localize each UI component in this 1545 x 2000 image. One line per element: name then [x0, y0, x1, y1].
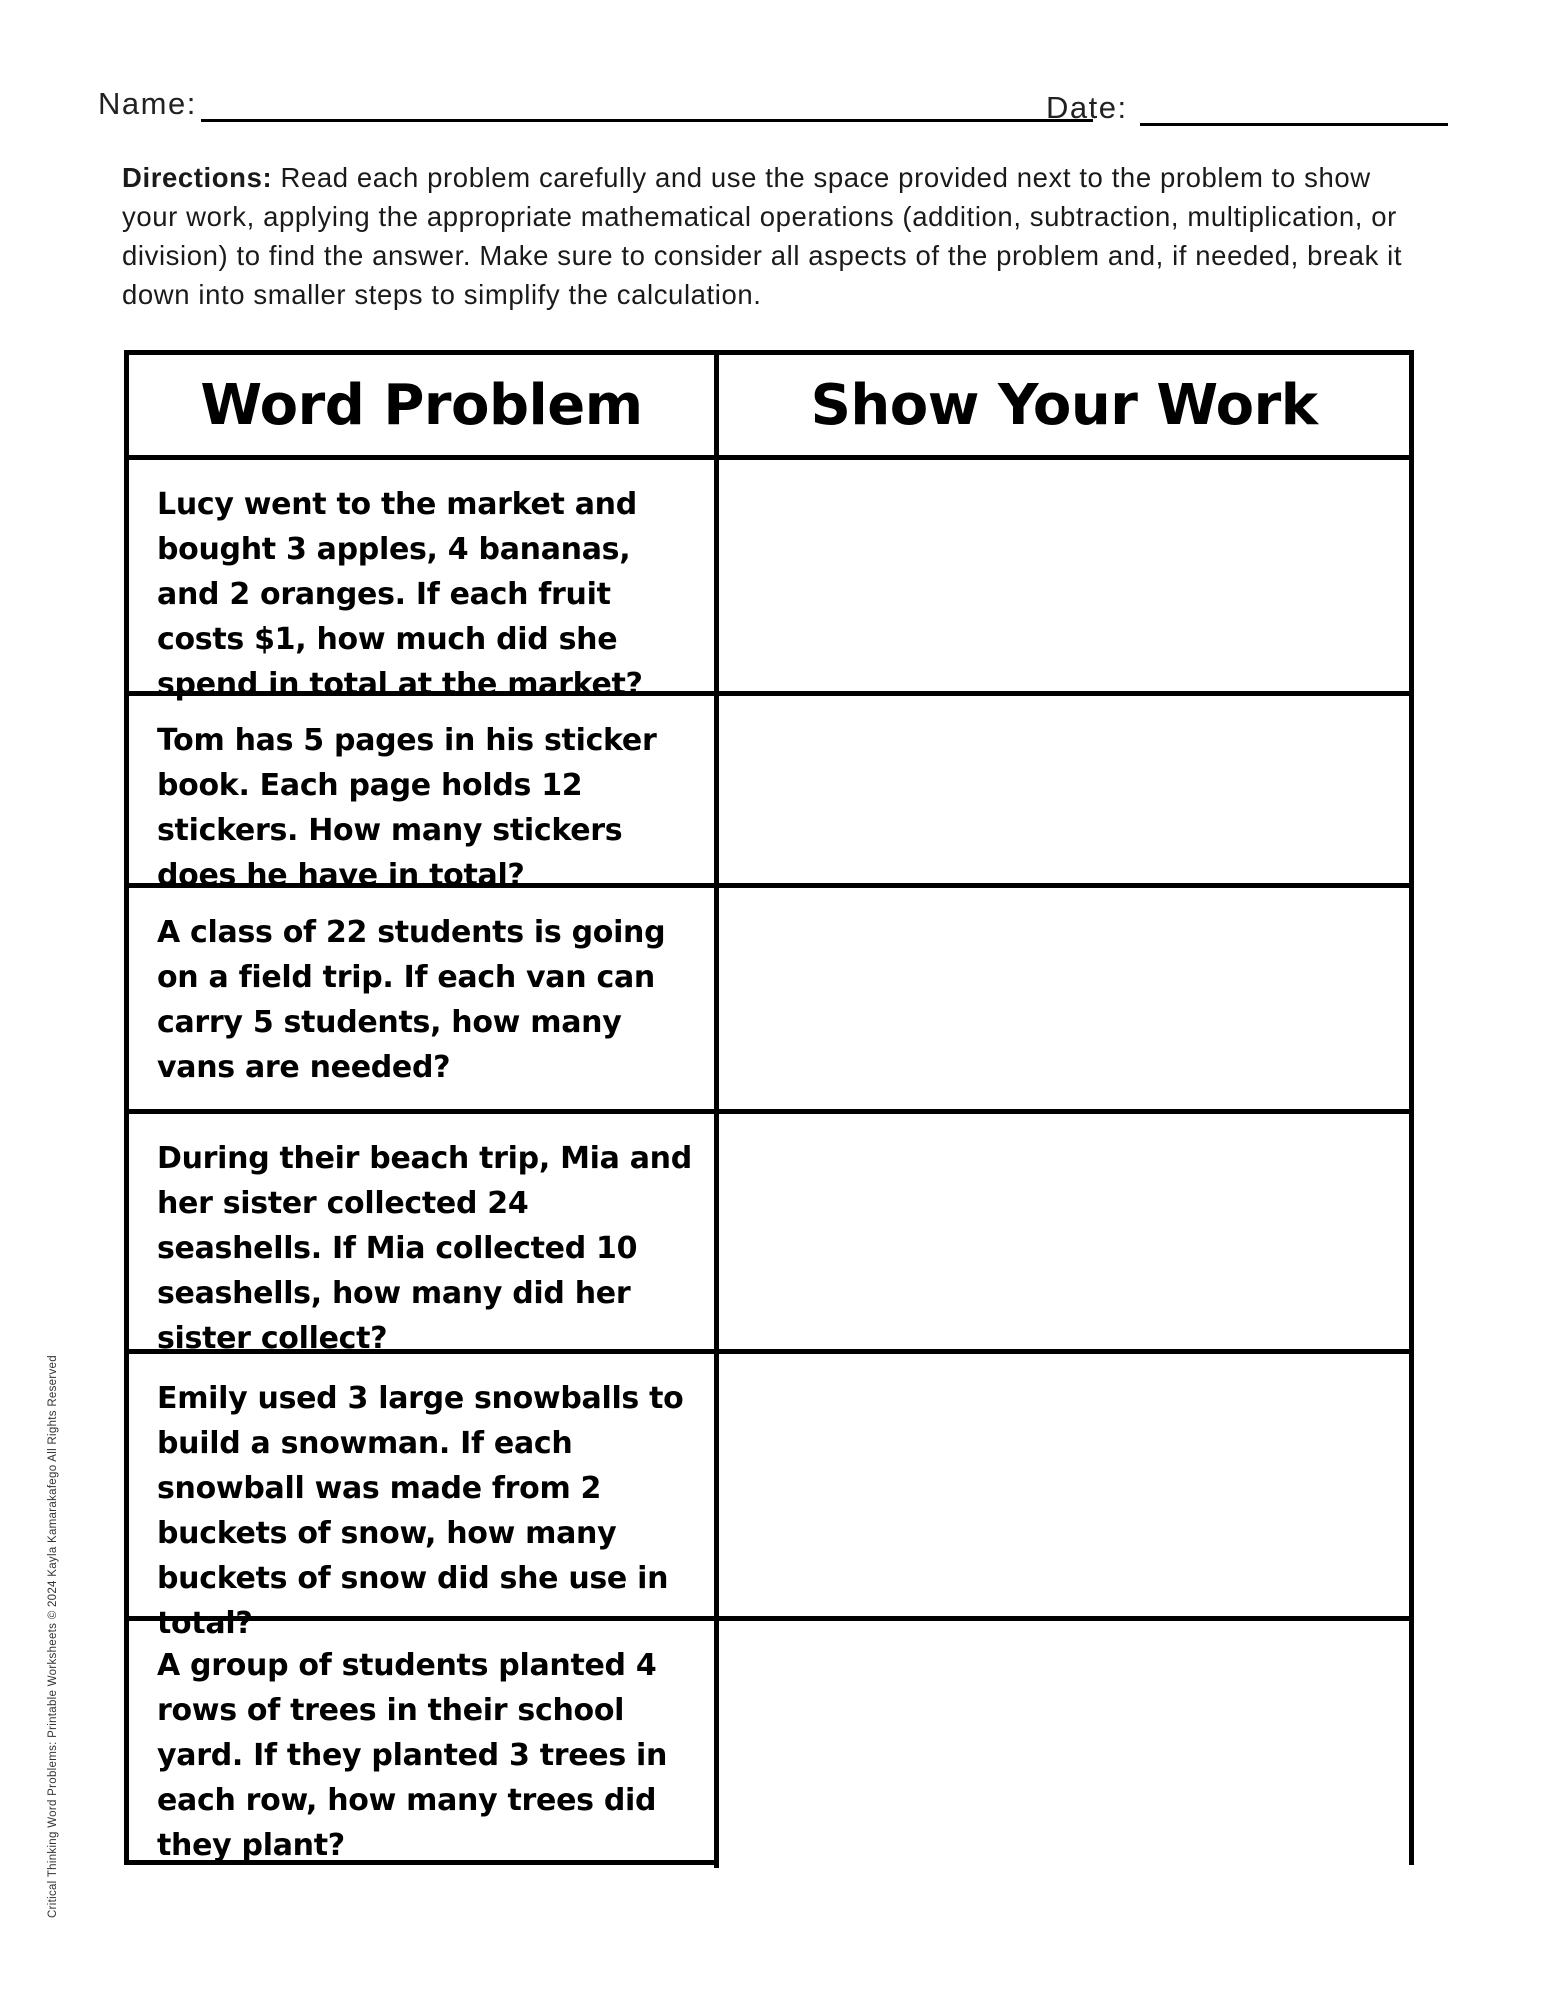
directions-text: Read each problem carefully and use the space provided next to the problem to show your work, applying the appropriate mathematical operations (addition, subtraction, multiplication, or division) to find the answer. Make sure to consider all aspects of the problem and, if needed, break it down into smaller steps to simplify the calculation.: [122, 162, 1403, 310]
problem-3: A class of 22 students is going on a field trip. If each van can carry 5 students, how many vans are needed?: [129, 888, 719, 1114]
work-area-4[interactable]: [719, 1114, 1409, 1354]
name-label: Name:: [98, 86, 197, 121]
header-word-problem: Word Problem: [129, 355, 719, 460]
work-area-6[interactable]: [719, 1621, 1409, 1868]
name-field[interactable]: [201, 119, 1093, 122]
work-area-5[interactable]: [719, 1354, 1409, 1621]
directions-label: Directions:: [122, 162, 273, 193]
date-field[interactable]: [1140, 123, 1448, 126]
problem-4: During their beach trip, Mia and her sister collected 24 seashells. If Mia collected 10 seashells, how many did her sister collect?: [129, 1114, 719, 1354]
worksheet-table: [124, 350, 1414, 1865]
date-label: Date:: [1046, 90, 1128, 125]
problem-6: A group of students planted 4 rows of trees in their school yard. If they planted 3 trees in each row, how many trees did they plant?: [129, 1621, 719, 1868]
copyright-note: Critical Thinking Word Problems: Printable Worksheets © 2024 Kayla Kamarakafego All Rights Reserved: [47, 1355, 59, 1918]
work-area-2[interactable]: [719, 696, 1409, 888]
work-area-3[interactable]: [719, 888, 1409, 1114]
problem-5: Emily used 3 large snowballs to build a snowman. If each snowball was made from 2 buckets of snow, how many buckets of snow did she use in total?: [129, 1354, 719, 1621]
problem-2: Tom has 5 pages in his sticker book. Each page holds 12 stickers. How many stickers does he have in total?: [129, 696, 719, 888]
directions: [122, 158, 1412, 314]
work-area-1[interactable]: [719, 460, 1409, 696]
problem-1: Lucy went to the market and bought 3 apples, 4 bananas, and 2 oranges. If each fruit costs $1, how much did she spend in total at the market?: [129, 460, 719, 696]
header-row: [98, 78, 1448, 128]
header-show-your-work: Show Your Work: [719, 355, 1409, 460]
